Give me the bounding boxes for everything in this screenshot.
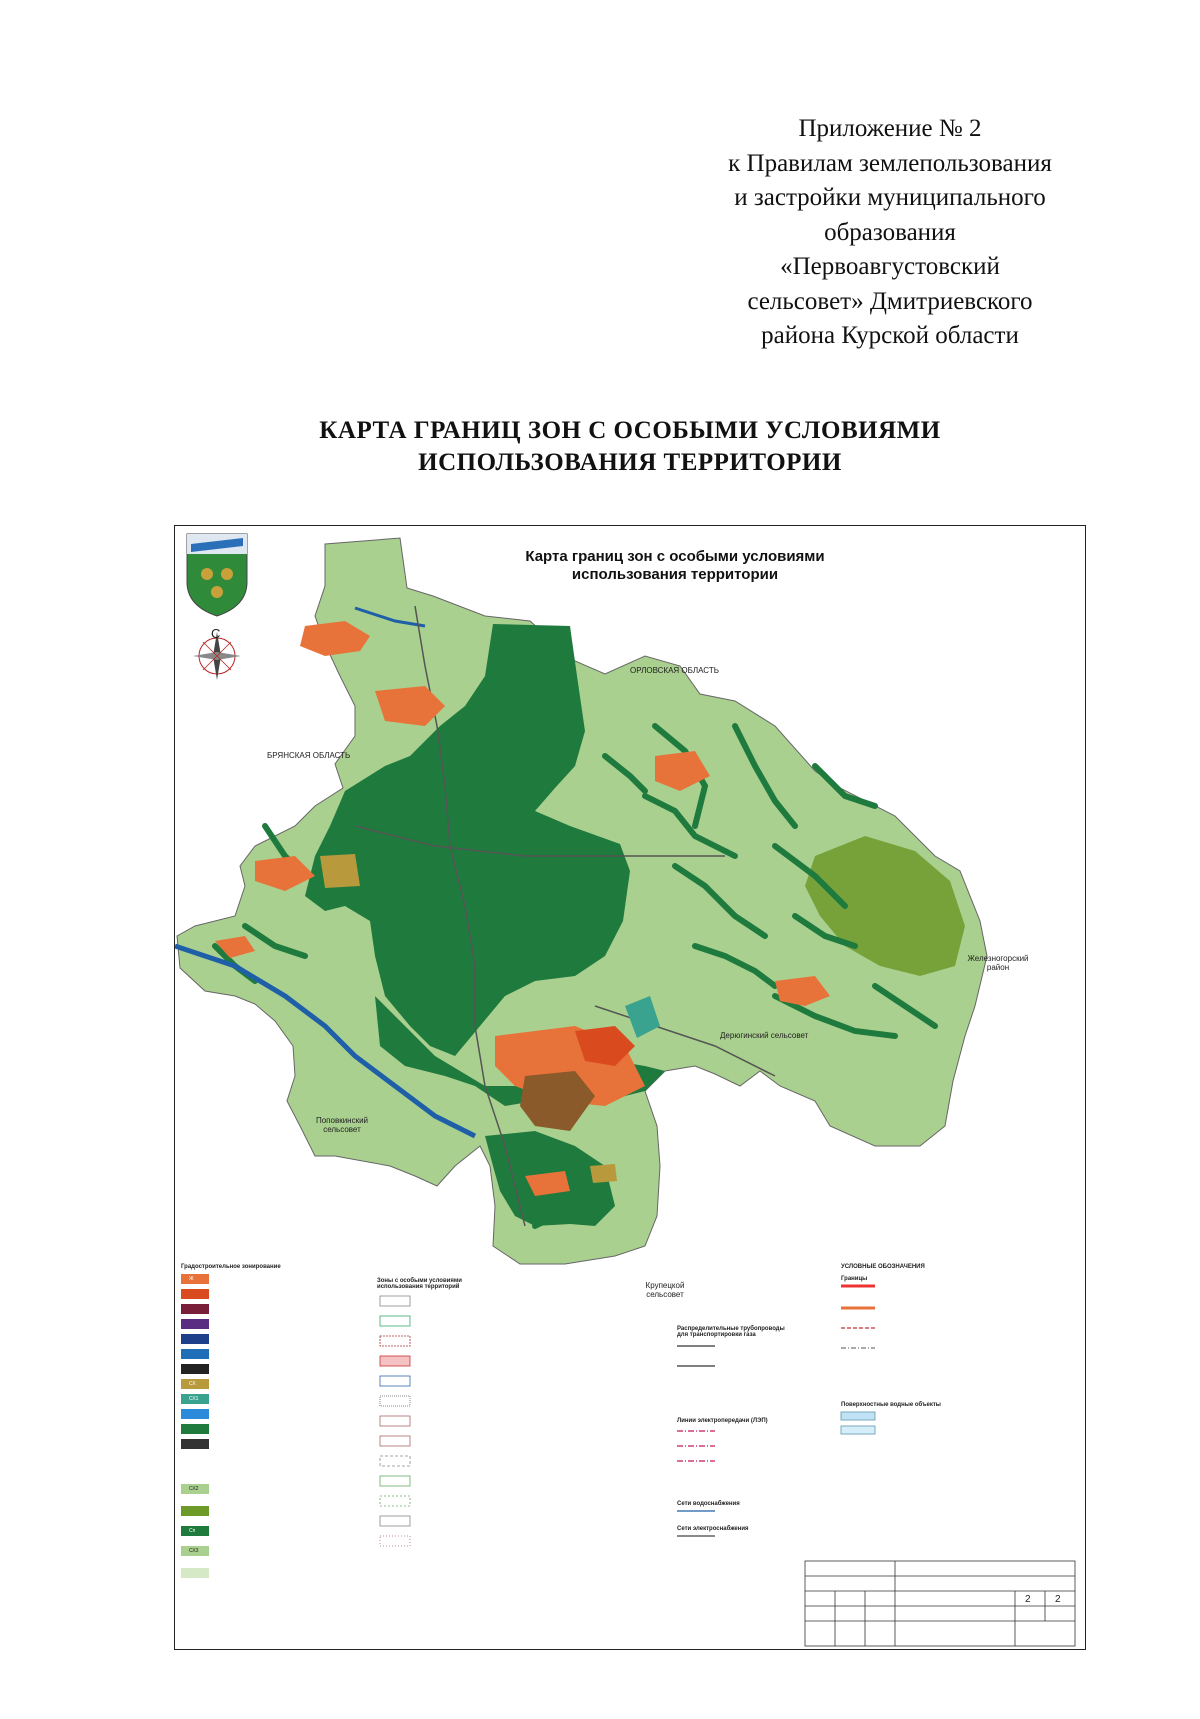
zone-code: Сп [189, 1528, 196, 1534]
document-title-line: КАРТА ГРАНИЦ ЗОН С ОСОБЫМИ УСЛОВИЯМИ [319, 417, 941, 444]
legend-heading-symbols: УСЛОВНЫЕ ОБОЗНАЧЕНИЯ [841, 1264, 925, 1270]
appendix-line: сельсовет» Дмитриевского [747, 287, 1033, 315]
legend-heading-zoning: Градостроительное зонирование [181, 1264, 281, 1270]
map-title-line: использования территории [571, 566, 779, 583]
legend-heading-pipelines: Распределительные трубопроводы для транспортировки газа [677, 1326, 785, 1338]
special-zones-legend [380, 1296, 410, 1546]
region-label-orel: ОРЛОВСКАЯ ОБЛАСТЬ [630, 666, 719, 675]
region-label-line: Поповкинский [315, 1116, 369, 1125]
olive-zone [590, 1164, 617, 1183]
stamp-sheets: 2 [1055, 1594, 1061, 1605]
legend-heading-zones: Зоны с особыми условиями использования территорий [377, 1278, 462, 1290]
map-title [445, 548, 905, 584]
appendix-line: образования [824, 218, 956, 246]
appendix-line: «Первоавгустовский [780, 253, 1000, 280]
document-title [150, 415, 1110, 479]
olive-zone [320, 854, 360, 888]
north-label: С [211, 626, 221, 641]
territory-map [175, 526, 1085, 1649]
region-label-zheleznogorsk [963, 954, 1033, 972]
zone-code: СХ3 [189, 1548, 199, 1554]
appendix-caption [640, 112, 1140, 354]
region-label-line: сельсовет [646, 1290, 684, 1299]
borders-legend [841, 1286, 875, 1434]
zone-code: Ж [189, 1276, 194, 1282]
legend-heading-water: Сети водоснабжения [677, 1501, 740, 1507]
document-title-line: ИСПОЛЬЗОВАНИЯ ТЕРРИТОРИИ [418, 449, 842, 476]
appendix-line: Приложение № 2 [798, 115, 982, 142]
region-label-bryansk: БРЯНСКАЯ ОБЛАСТЬ [267, 751, 351, 760]
zone-code: СХ [189, 1381, 196, 1387]
appendix-line: района Курской области [761, 322, 1019, 349]
region-label-popovkino [307, 1116, 377, 1134]
appendix-line: и застройки муниципального [734, 184, 1046, 211]
region-label-line: район [986, 963, 1010, 972]
map-title-line: Карта границ зон с особыми условиями [525, 548, 825, 565]
region-label-derigino: Дерюгинский сельсовет [720, 1031, 809, 1040]
coat-of-arms [187, 534, 247, 616]
region-label-line: сельсовет [323, 1125, 361, 1134]
region-label-line: Железногорский [967, 954, 1029, 963]
region-label-krupets [635, 1281, 695, 1299]
map-frame [174, 525, 1086, 1650]
appendix-line: к Правилам землепользования [728, 149, 1052, 177]
zone-code: СХ1 [189, 1396, 199, 1402]
networks-legend [677, 1346, 715, 1536]
stamp-sheet: 2 [1025, 1594, 1031, 1605]
legend-heading-grid: Сети электроснабжения [677, 1526, 749, 1532]
region-label-line: Крупецкой [645, 1281, 685, 1290]
title-block [805, 1561, 1075, 1646]
zone-code: СХ2 [189, 1486, 199, 1492]
legend-heading-power: Линии электропередачи (ЛЭП) [677, 1418, 768, 1424]
legend-heading-water-bodies: Поверхностные водные объекты [841, 1402, 941, 1408]
legend-heading-borders: Границы [841, 1276, 868, 1282]
